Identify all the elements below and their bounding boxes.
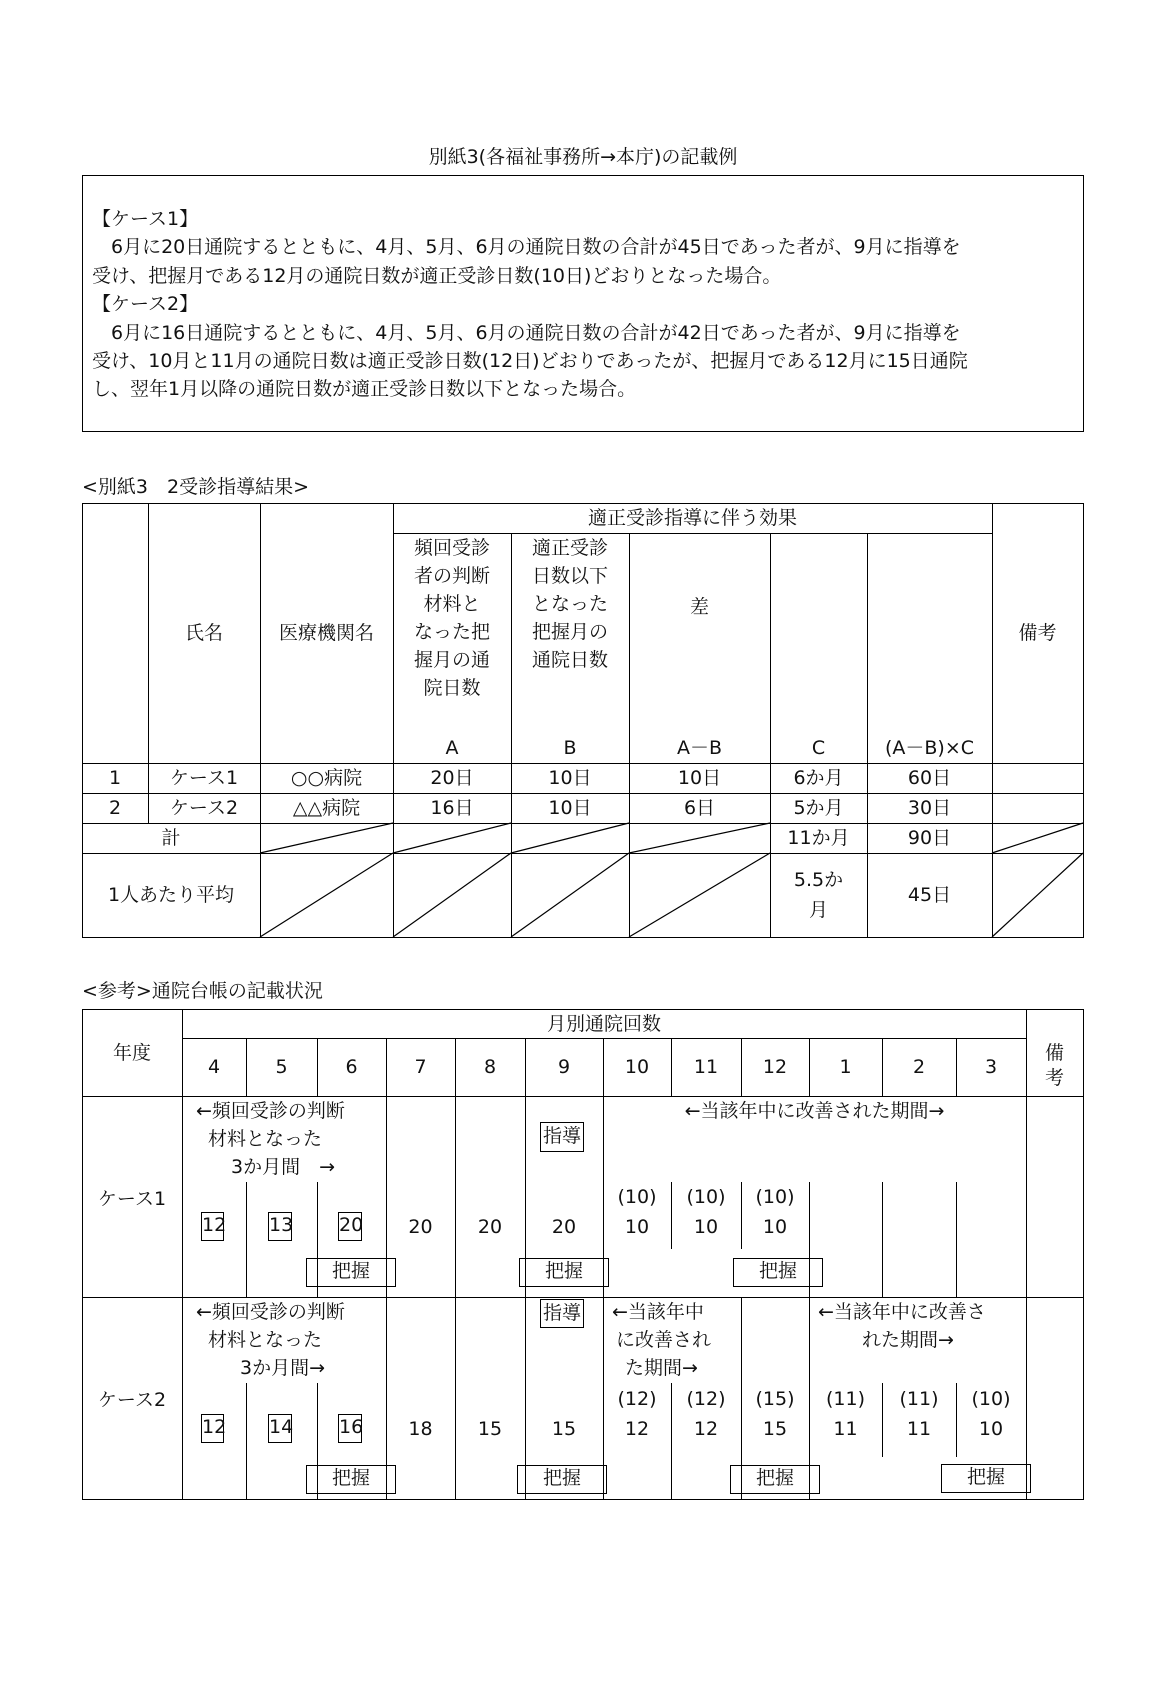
header-col-a-line: 材料と: [423, 593, 481, 615]
appropriate-days: (11): [899, 1388, 939, 1410]
header-effect-group: 適正受診指導に伴う効果: [587, 507, 797, 529]
row-a: 20日: [430, 767, 474, 789]
visit-count: 11: [833, 1418, 858, 1440]
average-c: 5.5か: [793, 869, 844, 891]
grasp-box: 把握: [730, 1465, 820, 1494]
case2-text-line: し、翌年1月以降の通院日数が適正受診日数以下となった場合。: [92, 378, 637, 400]
header-col-b-line: 日数以下: [531, 565, 608, 587]
appropriate-days: (10): [971, 1388, 1011, 1410]
total-label: 計: [161, 827, 181, 849]
grasp-box: 把握: [733, 1258, 823, 1287]
header-col-b-line: となった: [531, 593, 608, 615]
average-c: 月: [808, 899, 828, 921]
improvement-period-note: た期間→: [625, 1357, 698, 1379]
average-product: 45日: [907, 884, 952, 906]
improvement-period-note: ←当該年中に改善された期間→: [684, 1100, 945, 1122]
row-diff: 10日: [677, 767, 722, 789]
row-institution: ○○病院: [290, 767, 363, 789]
case1-text-line: 6月に20日通院するとともに、4月、5月、6月の通院日数の合計が45日であった者が、9月に指導を: [92, 236, 961, 258]
visit-count-boxed: 16: [338, 1414, 362, 1443]
frequent-visit-note: 材料となった: [208, 1128, 323, 1150]
guidance-badge: 指導: [540, 1122, 584, 1152]
results-section-heading: <別紙3 2受診指導結果>: [82, 476, 310, 498]
header-monthly-group: 月別通院回数: [546, 1013, 661, 1035]
frequent-visit-note: 3か月間 →: [231, 1156, 336, 1178]
row-b: 10日: [548, 767, 592, 789]
visit-count: 20: [551, 1216, 577, 1238]
month-header: 12: [762, 1056, 788, 1078]
appropriate-days: (12): [686, 1388, 726, 1410]
header-col-b-line: 通院日数: [531, 649, 608, 671]
total-c: 11か月: [787, 827, 850, 849]
visit-count-boxed: 14: [268, 1414, 292, 1443]
row-product: 60日: [907, 767, 952, 789]
row-no: 2: [108, 797, 122, 819]
row-c: 5か月: [793, 797, 844, 819]
ledger-section-heading: <参考>通院台帳の記載状況: [82, 980, 323, 1002]
label-a: A: [445, 737, 459, 759]
row-product: 30日: [907, 797, 952, 819]
row-no: 1: [108, 767, 122, 789]
case1-text-line: 受け、把握月である12月の通院日数が適正受診日数(10日)どおりとなった場合。: [92, 265, 782, 287]
month-header: 10: [624, 1056, 650, 1078]
header-col-a-line: 院日数: [423, 677, 481, 699]
month-header: 3: [984, 1056, 998, 1078]
month-header: 9: [557, 1056, 571, 1078]
grasp-box: 把握: [941, 1464, 1031, 1493]
guidance-badge: 指導: [540, 1299, 584, 1328]
row-a: 16日: [430, 797, 474, 819]
header-col-b-line: 適正受診: [531, 537, 608, 559]
case2-text-line: 受け、10月と11月の通院日数は適正受診日数(12日)どおりであったが、把握月である12月に15日通院: [92, 350, 968, 372]
header-col-b-line: 把握月の: [531, 621, 608, 643]
header-year: 年度: [112, 1042, 151, 1064]
grasp-box: 把握: [519, 1258, 609, 1287]
improvement-period-note: れた期間→: [862, 1329, 954, 1351]
visit-count: 15: [477, 1418, 503, 1440]
row-name: ケース1: [169, 767, 239, 789]
label-b: B: [563, 737, 577, 759]
header-remarks: 考: [1044, 1067, 1064, 1089]
visit-count: 15: [551, 1418, 577, 1440]
visit-count: 20: [477, 1216, 503, 1238]
case2-heading: 【ケース2】: [92, 293, 199, 315]
header-col-a-line: なった把: [413, 621, 490, 643]
case-label: ケース1: [97, 1188, 167, 1210]
month-header: 8: [483, 1056, 497, 1078]
month-header: 1: [839, 1056, 852, 1078]
label-product: (A－B)×C: [884, 737, 975, 759]
visit-count-boxed: 13: [268, 1212, 292, 1241]
frequent-visit-note: 材料となった: [208, 1329, 323, 1351]
visit-count: 18: [408, 1418, 433, 1440]
row-c: 6か月: [793, 767, 844, 789]
average-label: 1人あたり平均: [107, 884, 235, 906]
improvement-period-note: ←当該年中: [612, 1301, 704, 1323]
visit-count: 12: [693, 1418, 719, 1440]
visit-count: 10: [978, 1418, 1004, 1440]
visit-count-boxed: 12: [201, 1414, 224, 1443]
month-header: 11: [693, 1056, 719, 1078]
grasp-box: 把握: [517, 1465, 607, 1494]
visit-count-boxed: 20: [338, 1212, 362, 1241]
header-col-a-line: 頻回受診: [413, 537, 490, 559]
header-col-a-line: 者の判断: [413, 565, 490, 587]
visit-count: 10: [624, 1216, 650, 1238]
visit-count: 10: [693, 1216, 719, 1238]
label-diff: A－B: [676, 737, 723, 759]
header-name: 氏名: [184, 622, 223, 644]
case-label: ケース2: [97, 1389, 167, 1411]
visit-count-boxed: 12: [201, 1212, 224, 1241]
header-remarks: 備考: [1018, 622, 1057, 644]
case2-text-line: 6月に16日通院するとともに、4月、5月、6月の通院日数の合計が42日であった者が、9月に指導を: [92, 322, 961, 344]
visit-count: 10: [762, 1216, 788, 1238]
case1-heading: 【ケース1】: [92, 208, 199, 230]
row-name: ケース2: [169, 797, 239, 819]
header-col-a-line: 握月の通: [413, 649, 490, 671]
visit-count: 20: [408, 1216, 433, 1238]
label-c: C: [811, 737, 826, 759]
appropriate-days: (10): [686, 1186, 726, 1208]
frequent-visit-note: 3か月間→: [240, 1357, 326, 1379]
appropriate-days: (11): [825, 1388, 865, 1410]
grasp-box: 把握: [306, 1465, 396, 1494]
month-header: 2: [912, 1056, 926, 1078]
appropriate-days: (15): [755, 1388, 795, 1410]
visit-count: 12: [624, 1418, 650, 1440]
header-remarks: 備: [1044, 1042, 1064, 1064]
frequent-visit-note: ←頻回受診の判断: [196, 1301, 345, 1323]
month-header: 4: [207, 1056, 221, 1078]
row-diff: 6日: [683, 797, 716, 819]
visit-count: 11: [906, 1418, 932, 1440]
improvement-period-note: に改善され: [616, 1329, 712, 1351]
month-header: 6: [345, 1056, 358, 1078]
total-product: 90日: [907, 827, 952, 849]
appropriate-days: (12): [617, 1388, 657, 1410]
visit-count: 15: [762, 1418, 788, 1440]
header-institution: 医療機関名: [278, 622, 374, 644]
month-header: 7: [414, 1056, 427, 1078]
appropriate-days: (10): [755, 1186, 795, 1208]
appropriate-days: (10): [617, 1186, 657, 1208]
row-b: 10日: [548, 797, 592, 819]
row-institution: △△病院: [292, 797, 361, 819]
month-header: 5: [275, 1056, 288, 1078]
frequent-visit-note: ←頻回受診の判断: [196, 1100, 345, 1122]
header-diff: 差: [689, 596, 709, 618]
grasp-box: 把握: [306, 1258, 396, 1287]
improvement-period-note: ←当該年中に改善さ: [818, 1301, 986, 1323]
page-title: 別紙3(各福祉事務所→本庁)の記載例: [428, 146, 738, 168]
